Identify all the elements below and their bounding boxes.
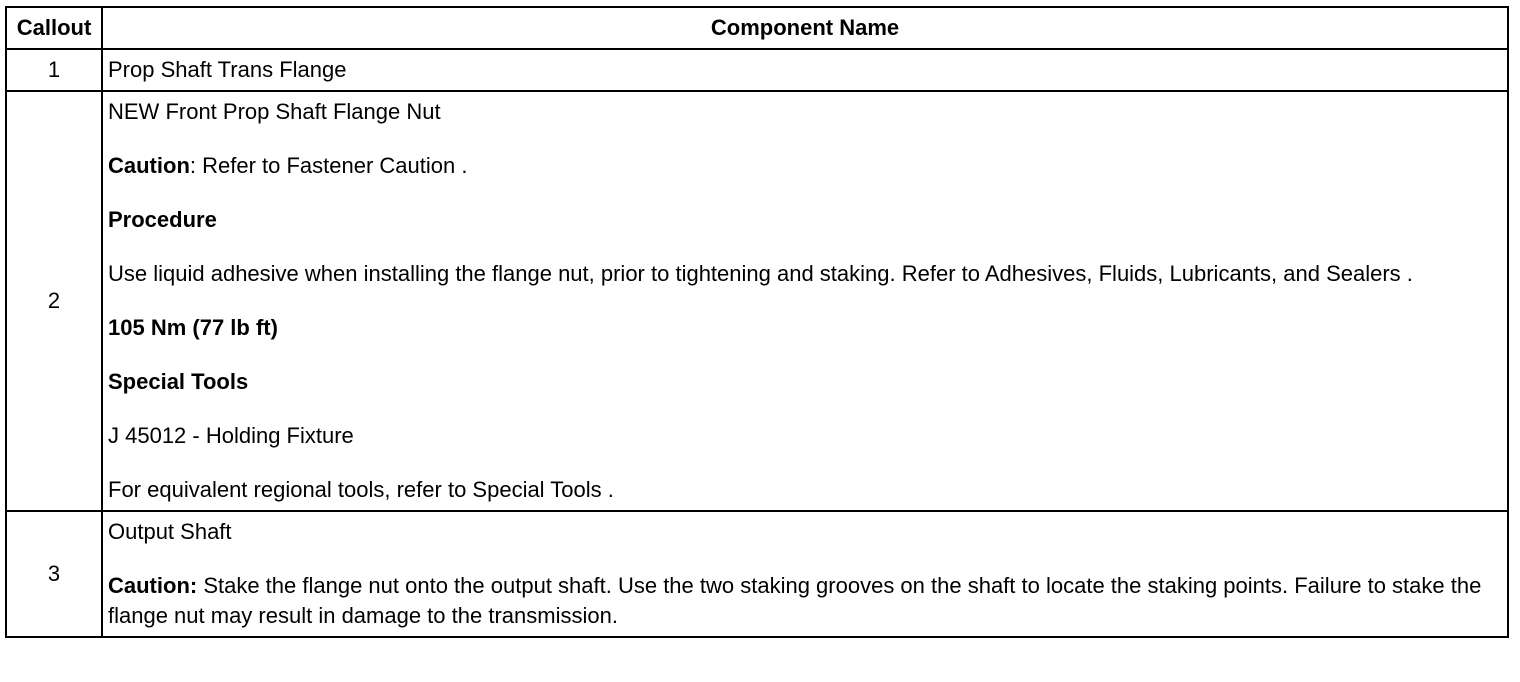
procedure-text: Use liquid adhesive when installing the flange nut, prior to tightening and staking. Refer to Adhesives, Fluids, Lubricants, and Sealers .: [108, 261, 1413, 286]
table-header-row: [6, 7, 1508, 49]
component-table: [5, 6, 1509, 638]
caution-note: [108, 151, 1493, 181]
callout-header: Callout: [6, 7, 102, 49]
component-name: Prop Shaft Trans Flange: [108, 57, 347, 82]
callout-number: 1: [6, 49, 102, 91]
procedure-heading: Procedure: [108, 207, 217, 232]
table-row: [6, 49, 1508, 91]
component-name-cell: [102, 91, 1508, 511]
special-tool-item: J 45012 - Holding Fixture: [108, 423, 354, 448]
caution-text: : Refer to Fastener Caution .: [189, 153, 468, 178]
callout-number: 3: [6, 511, 102, 637]
caution-text: Stake the flange nut onto the output shaft. Use the two staking grooves on the shaft to locate the staking points. Failure to stake the flange nut may result in damage to the transmission.: [108, 573, 1482, 628]
caution-label: Caution: [108, 153, 190, 178]
special-tools-heading: Special Tools: [108, 369, 249, 394]
caution-label: Caution:: [108, 573, 198, 598]
component-name-cell: [102, 49, 1508, 91]
component-name: NEW Front Prop Shaft Flange Nut: [108, 99, 441, 124]
component-name-cell: [102, 511, 1508, 637]
table-row: [6, 91, 1508, 511]
table-row: [6, 511, 1508, 637]
callout-number: 2: [6, 91, 102, 511]
regional-tools-note: For equivalent regional tools, refer to Special Tools .: [108, 477, 614, 502]
component-name-header: Component Name: [102, 7, 1508, 49]
component-name: Output Shaft: [108, 519, 232, 544]
caution-note: [108, 571, 1493, 631]
torque-spec: 105 Nm (77 lb ft): [108, 315, 278, 340]
